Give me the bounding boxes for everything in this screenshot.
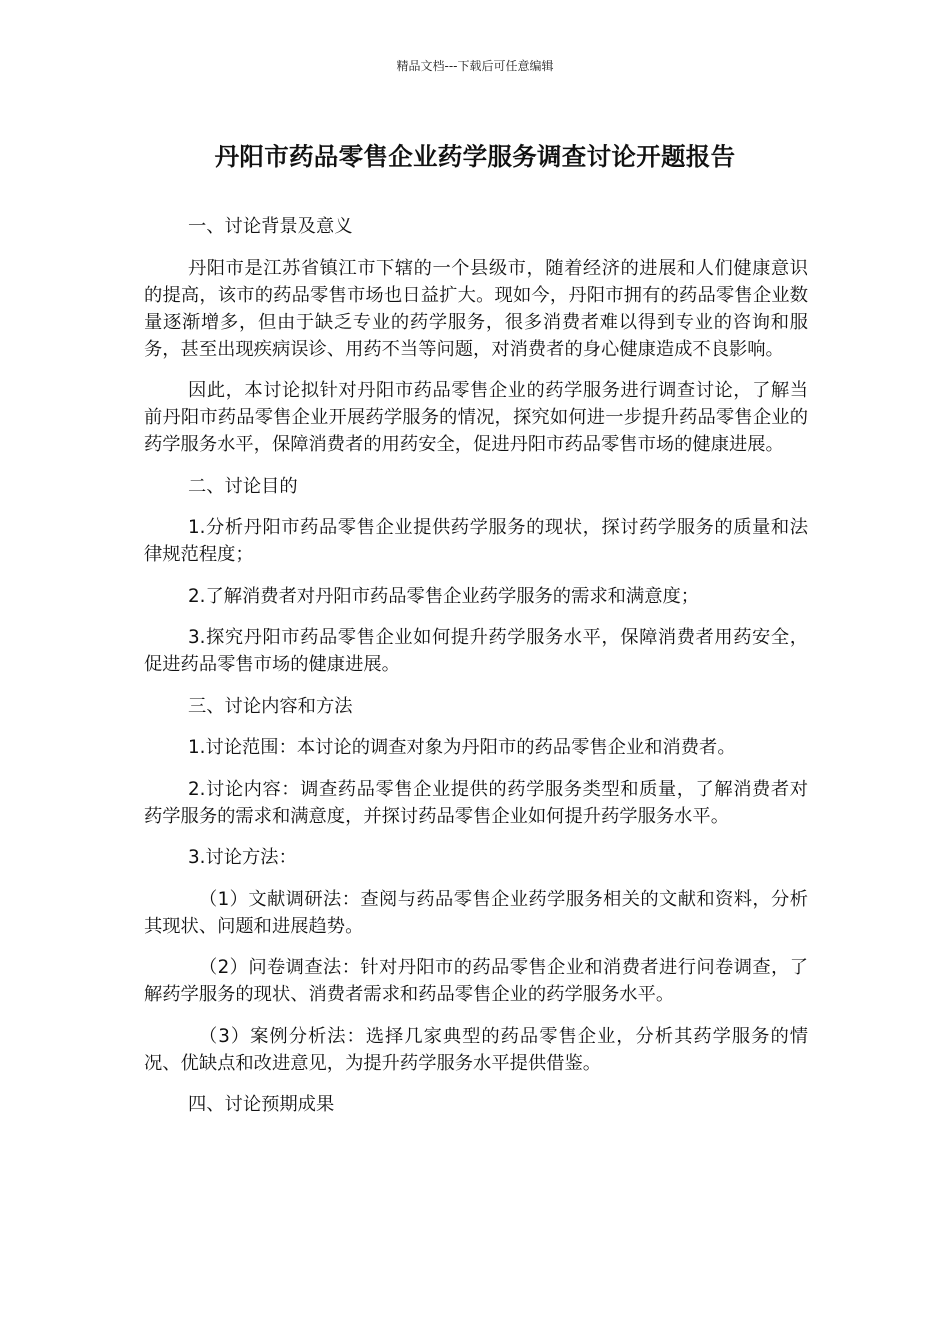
list-item: 1.讨论范围：本讨论的调查对象为丹阳市的药品零售企业和消费者。 [188, 737, 736, 758]
section-heading: 一、讨论背景及意义 [188, 216, 353, 237]
body-paragraph: 因此，本讨论拟针对丹阳市药品零售企业的药学服务进行调查讨论，了解当前丹阳市药品零售企业开展药学服务的情况，探究如何进一步提升药品零售企业的药学服务水平，保障消费者的用药安全，促进丹阳市药品零售市场的健康进展。 [144, 380, 808, 455]
page-header: 精品文档---下载后可任意编辑 [396, 59, 554, 73]
list-item: 1.分析丹阳市药品零售企业提供药学服务的现状，探讨药学服务的质量和法律规范程度； [144, 517, 808, 565]
list-item: 2.讨论内容：调查药品零售企业提供的药学服务类型和质量，了解消费者对药学服务的需求和满意度，并探讨药品零售企业如何提升药学服务水平。 [144, 778, 808, 827]
document-body [144, 213, 808, 1133]
list-item: 3.讨论方法： [188, 847, 297, 868]
sub-list-item: （3）案例分析法：选择几家典型的药品零售企业，分析其药学服务的情况、优缺点和改进意见，为提升药学服务水平提供借鉴。 [144, 1025, 808, 1074]
sub-list-item: （2）问卷调查法：针对丹阳市的药品零售企业和消费者进行问卷调查，了解药学服务的现状、消费者需求和药品零售企业的药学服务水平。 [144, 957, 808, 1005]
list-item: 2.了解消费者对丹阳市药品零售企业药学服务的需求和满意度； [188, 585, 700, 607]
section-heading: 四、讨论预期成果 [188, 1094, 335, 1115]
document-title: 丹阳市药品零售企业药学服务调查讨论开题报告 [214, 142, 736, 171]
sub-list-item: （1）文献调研法：查阅与药品零售企业药学服务相关的文献和资料，分析其现状、问题和进展趋势。 [144, 888, 808, 937]
body-paragraph: 丹阳市是江苏省镇江市下辖的一个县级市，随着经济的进展和人们健康意识的提高，该市的药品零售市场也日益扩大。现如今，丹阳市拥有的药品零售企业数量逐渐增多，但由于缺乏专业的药学服务，很多消费者难以得到专业的咨询和服务，甚至出现疾病误诊、用药不当等问题，对消费者的身心健康造成不良影响。 [144, 257, 808, 360]
section-heading: 三、讨论内容和方法 [188, 695, 353, 717]
list-item: 3.探究丹阳市药品零售企业如何提升药学服务水平，保障消费者用药安全，促进药品零售市场的健康进展。 [144, 627, 808, 675]
section-heading: 二、讨论目的 [188, 475, 298, 497]
